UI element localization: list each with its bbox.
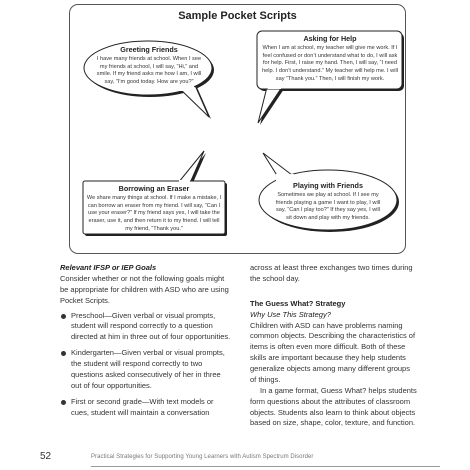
goals-subhead: Relevant IFSP or IEP Goals [60,263,157,272]
playing-bubble [273,181,383,223]
right-column [250,263,418,429]
bullet-icon [61,314,66,319]
bubble-title: Playing with Friends [293,181,363,190]
pocket-scripts-figure [69,4,406,254]
strategy-subhead: Why Use This Strategy? [250,309,331,319]
left-column [60,263,232,423]
list-item: Preschool—Given verbal or visual prompts, student will respond correctly to a question directed at him in three out of four opportunities. [60,311,232,344]
strategy-paragraph-2: In a game format, Guess What? helps students form questions about the attributes of classroom objects. Students also learn to think about objects based on size, shape, color, texture, and function. [250,385,417,428]
greeting-bubble [94,45,204,87]
bubble-body: When I am at school, my teacher will give me work. If I feel confused or don’t understand what to do, I will ask for help. First, I raise my hand. Then, I will say, “I need help. I don’t understand.” My teacher will help me. I will say “Thank you.” Then, I will finish my work. [262,44,398,82]
page-footer [40,451,440,465]
bubble-body: We share many things at school. If I make a mistake, I can borrow an eraser from my friend. I will say, “Can I use your eraser?” If my friend says yes, I will take the eraser, use it, and then return it to my friend. I will tell my friend, “Thank you.” [86,194,222,232]
bubble-body: I have many friends at school. When I see my friends at school, I will say, “Hi,” and smile. If my friend asks me how I am, I will say, “I’m good today. How are you?” [96,55,202,86]
bullet-icon [61,351,66,356]
bubble-title: Asking for Help [303,34,357,43]
goal-continuation: across at least three exchanges two times during the school day. [250,263,413,283]
page-number: 52 [40,451,52,462]
eraser-bubble [85,184,223,234]
list-item: First or second grade—With text models or cues, student will maintain a conversation [60,397,232,419]
figure-title: Sample Pocket Scripts [178,10,297,22]
strategy-paragraph-1: Children with ASD can have problems naming common objects. Describing the characteristics of items is often even more difficult. Both of these skills are important because they help students generalize objects among many different groups of things. [250,320,416,384]
running-title: Practical Strategies for Supporting Young Learners with Autism Spectrum Disorder [91,454,314,460]
bubble-body: Sometimes we play at school. If I see my friends playing a game I want to play, I will say, “Can I play too?” If they say yes, I will sit down and play with my friends. [275,191,381,222]
help-bubble [260,34,400,84]
strategy-heading: The Guess What? Strategy [250,298,346,308]
list-item: Kindergarten—Given verbal or visual prompts, the student will respond correctly to two questions asked consecutively of her in three out of four opportunities. [60,348,232,392]
goals-intro: Consider whether or not the following goals might be appropriate for children with ASD who are using Pocket Scripts. [60,273,229,305]
bubble-title: Borrowing an Eraser [118,184,190,193]
bullet-icon [61,400,66,405]
bubble-title: Greeting Friends [120,45,178,54]
goals-list [60,311,232,419]
footer-rule [91,466,440,467]
